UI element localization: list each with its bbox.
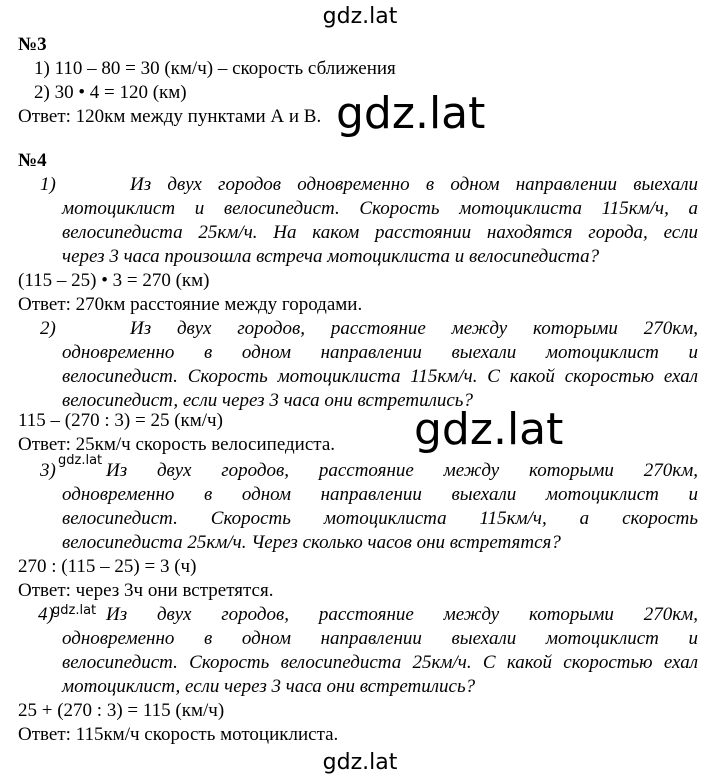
watermark-small-1: gdz.lat (58, 453, 103, 468)
problem1-line2: мотоциклист и велосипедист. Скорость мотоциклиста 115км/ч, а (62, 198, 698, 219)
watermark-large-1: gdz.lat (336, 88, 486, 139)
watermark-bottom: gdz.lat (322, 750, 398, 775)
problem1-line3: велосипедиста 25км/ч. На каком расстоянии находятся города, если (62, 222, 698, 243)
watermark-small-2: gdz.lat (52, 603, 97, 618)
problem4-line3: велосипедист. Скорость велосипедиста 25км/ч. С какой скоростью ехал (62, 652, 698, 673)
problem1-line4: через 3 часа произошла встреча мотоциклиста и велосипедиста? (62, 246, 600, 267)
task3-answer: Ответ: 120км между пунктами А и В. (18, 106, 322, 127)
watermark-top: gdz.lat (322, 4, 398, 29)
problem2-line4: велосипедист, если через 3 часа они встретились? (62, 390, 473, 411)
problem4-number: 4) (38, 604, 54, 625)
problem4-line1: Из двух городов, расстояние между которыми 270км, (106, 604, 698, 625)
problem2-answer: Ответ: 25км/ч скорость велосипедиста. (18, 434, 335, 455)
problem2-line1: Из двух городов, расстояние между которыми 270км, (130, 318, 698, 339)
problem2-number: 2) (40, 318, 56, 339)
task4-heading: №4 (18, 150, 47, 171)
task3-heading: №3 (18, 34, 47, 55)
problem4-calculation: 25 + (270 : 3) = 115 (км/ч) (18, 700, 225, 721)
problem1-calculation: (115 – 25) • 3 = 270 (км) (18, 270, 210, 291)
problem3-answer: Ответ: через 3ч они встретятся. (18, 580, 274, 601)
task3-step1: 1) 110 – 80 = 30 (км/ч) – скорость сближения (34, 58, 396, 79)
problem3-line2: одновременно в одном направлении выехали мотоциклист и (62, 484, 698, 505)
problem3-line4: велосипедиста 25км/ч. Через сколько часов они встретятся? (62, 532, 561, 553)
problem3-number: 3) (40, 460, 56, 481)
problem2-calculation: 115 – (270 : 3) = 25 (км/ч) (18, 410, 223, 431)
problem1-line1: Из двух городов одновременно в одном направлении выехали (130, 174, 698, 195)
problem3-line3: велосипедист. Скорость мотоциклиста 115км/ч, а скорость (62, 508, 698, 529)
problem2-line3: велосипедист. Скорость мотоциклиста 115км/ч. С какой скоростью ехал (62, 366, 698, 387)
problem4-line2: одновременно в одном направлении выехали мотоциклист и (62, 628, 698, 649)
problem2-line2: одновременно в одном направлении выехали мотоциклист и (62, 342, 698, 363)
problem4-answer: Ответ: 115км/ч скорость мотоциклиста. (18, 724, 339, 745)
problem3-calculation: 270 : (115 – 25) = 3 (ч) (18, 556, 197, 577)
problem1-number: 1) (40, 174, 56, 195)
problem3-line1: Из двух городов, расстояние между которыми 270км, (106, 460, 698, 481)
watermark-large-2: gdz.lat (414, 404, 564, 455)
task3-step2: 2) 30 • 4 = 120 (км) (34, 82, 187, 103)
problem1-answer: Ответ: 270км расстояние между городами. (18, 294, 363, 315)
problem4-line4: мотоциклист, если через 3 часа они встретились? (62, 676, 476, 697)
